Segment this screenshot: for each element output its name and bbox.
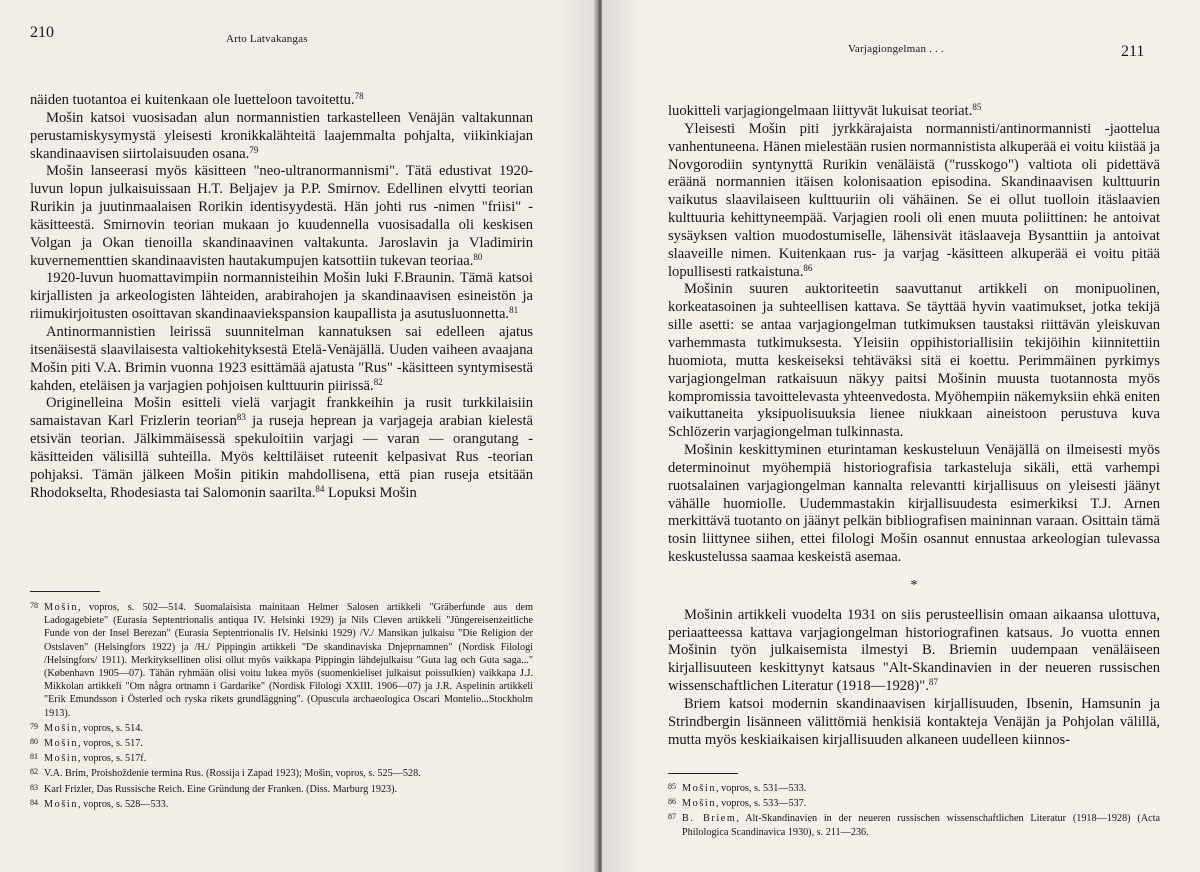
page-number: 211	[1121, 43, 1145, 60]
paragraph: 1920-luvun huomattavimpiin normannisteihin Mošin luki F.Braunin. Tämä katsoi kirjallisten ja arkeologisten lähteiden, arabirahojen ja skandinaavisen esineistön ja riimukirjoitusten osoittavan skandinaaviekspansion kaupallista ja asutusluonnetta.$^{81}$	[30, 270, 533, 323]
section-separator: *	[910, 577, 918, 593]
right-body	[668, 103, 1160, 750]
footnote: 86 Mošin, vopros, s. 533—537.	[668, 797, 807, 810]
paragraph: Antinormannistien leirissä suunnitelman kannatuksen sai edelleen ajatus itsenäisestä slaavilaisesta valtiokehityksestä Etelä-Venäjällä. Uuden vaiheen avaajana Mošin piti V.A. Brimin vuonna 1923 esittämää ajatusta "Rus" -käsitteen syntymisestä kahden, eteläisen ja varjagien pohjoisen kulttuurin piirissä.$^{82}$	[30, 323, 533, 394]
footnote: 87 B. Briem, Alt-Skandinavien in der neueren russischen wissenschaftlichen Literatur (1918—1928) (Acta Philologica Scandinavica 1930), s. 211—236.	[668, 812, 1160, 838]
left-body	[30, 92, 533, 502]
left-page	[0, 0, 598, 872]
paragraph: luokitteli varjagiongelmaan liittyvät lukuisat teoriat.$^{85}$	[668, 102, 982, 119]
paragraph: Briem katsoi modernin skandinaavisen kirjallisuuden, Ibsenin, Hamsunin ja Strindbergin lisänneen välittömiä henkisiä kontakteja Venäjän ja Pohjolan välillä, mutta myös keskiaikaisen kirjallisuuden alkaneen uudelleen kiinnos-	[668, 696, 1160, 748]
left-footnotes	[30, 599, 533, 811]
paragraph: Mošin lanseerasi myös käsitteen "neo-ultranormannismi". Tätä edustivat 1920-luvun lopun julkaisuissaan H.T. Beljajev ja P.P. Smirnov. Edellinen elvytti teorian Rurikin ja juutinmaalaisen Rorikin identisyydestä. Hän johti rus -nimen "friisi" -käsitteestä. Smirnovin teorian mukaan jo kuudennella vuosisadalla oli keskisen Volgan ja Okan tienoilla skandinaavinen valtakunta. Jaroslavin ja Vladimirin kuvernementtien skandinaavisten hautakumpujen katsottiin tukevan teoriaa.$^{80}$	[30, 163, 533, 269]
footnote: 79 Mošin, vopros, s. 514.	[30, 721, 143, 734]
page-shadow	[602, 0, 642, 872]
footnote: 81 Mošin, vopros, s. 517f.	[30, 752, 147, 765]
footnote: 80 Mošin, vopros, s. 517.	[30, 737, 143, 750]
footnote: 82 V.A. Brim, Proishoždenie termina Rus. (Rossija i Zapad 1923); Mošin, vopros, s. 525—528.	[30, 767, 421, 780]
paragraph: Mošinin keskittyminen eturintaman keskusteluun Venäjällä on ilmeisesti myös determinoinut myöhempiä historiografisia tarkasteluja sikäli, että varhempi ruotsalainen varjagiongelman kannalta relevantti kirjallisuus on yleisesti jäänyt vähälle huomiolle. Uudemmastakin kirjallisuudesta esimerkiksi T.J. Arnen merkittävä tuotanto on jäänyt pelkän bibliografisen maininnan varaan. Osittain tämä tosin liittynee siihen, ettei filologi Mošin osannut ennustaa arkeologian tulevassa keskustelussa saamaa keskeistä asemaa.	[668, 442, 1160, 566]
page-shadow	[558, 0, 598, 872]
right-page	[602, 0, 1200, 872]
footnote: 84 Mošin, vopros, s. 528—533.	[30, 797, 169, 810]
footnote: 78 Mošin, vopros, s. 502—514. Suomalaisista mainitaan Helmer Salosen artikkeli "Gräberfunde aus dem Ladogagebiete" (Eurasia Septentrionalis antiqua IV. Helsinki 1929) ja Nils Cleven artikkeli "Jüngereisenzeitliche Funde von der Insel Berezan" (Eurasia Septentrionalis IV. Helsinki 1929) /V./ Mansikan julkaisu "Die Religion der Ostslaven" (Helsingfors 1922) ja /H./ Pippingin artikkeli "De skandinaviska Dnjeprnamnen" (Nordisk Filologi /Helsingfors/ 1911). Merkityksellinen olisi ollut myös vaikkapa Pippingin lähdejulkaisu "Guta lag och Guta saga..." (København 1905—07). Tähän ryhmään olisi voitu lukea myös (suomenkieliset julkaisut poissulkien) vaikkapa J.J. Mikkolan artikkeli "Om några ortnamn i Gardarike" (Nordisk Filologi XXIII. 1906—07) ja J.R. Aspelinin artikkeli "Erik Emundsson i Österled och ryska rikets grundläggning". (Opuscula archaeologica Oscari Montelio...Stockholm 1913).	[30, 601, 533, 719]
paragraph: näiden tuotantoa ei kuitenkaan ole luetteloon tavoitettu.$^{78}$	[30, 91, 364, 108]
paragraph: Mošin katsoi vuosisadan alun normannistien tarkastelleen Venäjän valtakunnan perustamiskysymystä yleisesti kronikkalähteitä laajemmalta pohjalta, viikinkiajan skandinaavisen siirtolaisuuden osana.$^{79}$	[30, 109, 533, 162]
paragraph: Yleisesti Mošin piti jyrkkärajaista normannisti/antinormannisti -jaottelua vanhentuneena. Hänen mielestään rusien normannistista alkuperää ei voitu kiistää ja Novgorodiin syntynyttä Rurikin venäläistä ("russkogo") valtiota oli pidettävä eräänä normannien itäisen kolonisaation episodina. Skandinaavisen kulttuurin vaikutus slaavilaiseen kulttuuriin oli vähäinen. Se ei ollut tuolloin itäslaavien kulttuuria kehittyneempää. Varjagien rooli oli enen muuta poliittinen: he antoivat sysäyksen valtion muodostumiselle, lähensivät itäslaaveja Bysanttiin ja antoivat slaaveille nimen. Kuitenkaan rus- ja varjag -käsitteen alkuperää ei voitu pitää lopullisesti ratkaistuna.$^{86}$	[668, 120, 1160, 280]
footnote-rule	[30, 591, 100, 592]
running-head: Arto Latvakangas	[226, 33, 308, 45]
footnote-rule	[668, 773, 738, 774]
paragraph: Mošinin suuren auktoriteetin saavuttanut artikkeli on monipuolinen, korkeatasoinen ja suhteellisen kattava. Se täyttää hyvin vaatimukset, jotka tekijä sille asetti: se antaa varjagiongelman tutkimuksen taustaksi riittävän yleiskuvan varhemmasta tutkimuksesta. Yleisiin oppihistoriallisiin tekijöihin kiinnitettiin huomiota, mutta keskeiseksi tehtäväksi sitä ei koettu. Perimmäinen pyrkimys varjagiongelman ratkaisuun näkyy paitsi Mošinin muusta tuotannosta myös kompromissia tavoittelevasta yhteenvedosta. Myöhempiin näkemyksiin ehkä eniten vaikuttaneita yksipuolisuuksia lienee niukkaan aineistoon perustuva kuva Schlözerin varjagiongelman tulkinnasta.	[668, 281, 1160, 441]
footnote: 83 Karl Frizler, Das Russische Reich. Eine Gründung der Franken. (Diss. Marburg 1923).	[30, 782, 398, 795]
footnote: 85 Mošin, vopros, s. 531—533.	[668, 782, 807, 794]
paragraph: Originelleina Mošin esitteli vielä varjagit frankkeihin ja rusit turkkilaisiin samaistavan Karl Frizlerin teorian$^{83}$ ja ruseja heprean ja varjageja arabian kielestä etsivän teorian. Jälkimmäisessä spekuloitiin varjagi — varan — orangutang -käsitteiden välisillä suhteilla. Myös kelttiläiset ruteenit kelpasivat Rus -teorian pohjaksi. Tämän jälkeen Mošin pitikin mahdollisena, että pian ruseja etsitään Rhodokselta, Rhodesiasta tai Salomonin saarilta.$^{84}$ Lopuksi Mošin	[30, 395, 533, 501]
running-head: Varjagiongelman . . .	[848, 43, 944, 55]
right-footnotes	[668, 780, 1160, 839]
paragraph: Mošinin artikkeli vuodelta 1931 on siis perusteellisin omaan aikaansa ulottuva, periaatteessa kattava varjagiongelman historiografinen katsaus. Jo vuotta ennen Mošinin työn julkaisemista ilmestyi B. Briemin uudempaan venäläiseen kirjallisuuteen keskittynyt katsaus "Alt-Skandinavien in der neueren russischen wissenschaftlichen Literatur (1918—1928)".$^{87}$	[668, 606, 1160, 695]
page-number: 210	[30, 24, 54, 41]
